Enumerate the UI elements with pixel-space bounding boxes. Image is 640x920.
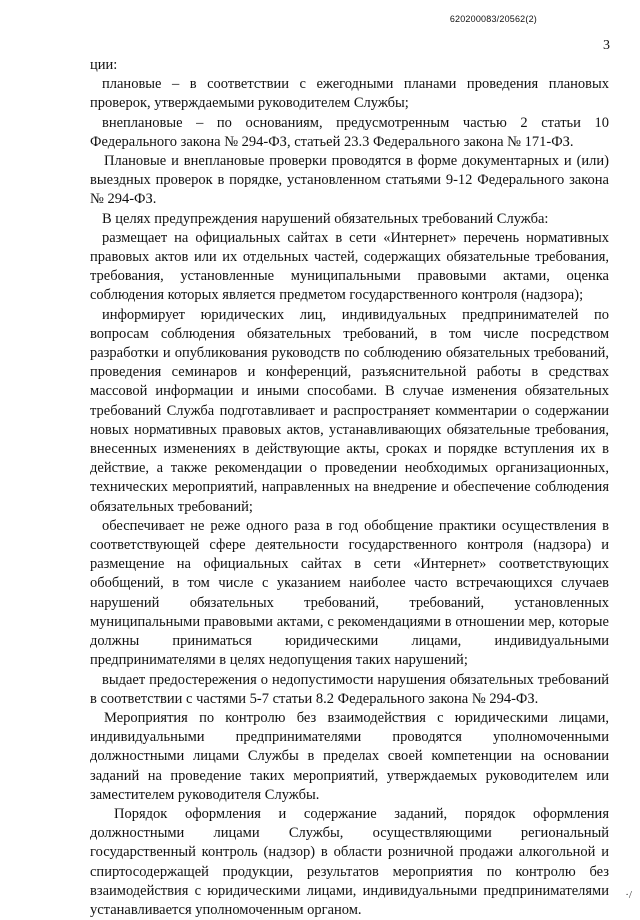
paragraph-planned: плановые – в соответствии с ежегодными планами проведения плановых проверок, утверждаемыми руководителем Службы; bbox=[90, 76, 609, 112]
document-body bbox=[90, 56, 609, 920]
paragraph-publishes-list: размещает на официальных сайтах в сети «Интернет» перечень нормативных правовых актов или их отдельных частей, содержащих обязательные требования, требования, установленные муниципальными правовыми актами, оценка соблюдения которых является предметом государственного контроля (надзора); bbox=[90, 229, 609, 304]
paragraph-inspection-form: Плановые и внеплановые проверки проводятся в форме документарных и (или) выездных проверок в порядке, установленном статьями 9-12 Федерального закона № 294-ФЗ. bbox=[90, 153, 609, 208]
paragraph-procedure: Порядок оформления и содержание заданий, порядок оформления должностными лицами Службы, осуществляющими региональный государственный контроль (надзор) в области розничной продажи алкогольной и спиртосодержащей продукции, результатов мероприятия по контролю без взаимодействия с юридическими лицами, индивидуальными предпринимателями устанавливается уполномоченным органом. bbox=[90, 805, 609, 918]
paragraph-continuation: ции: bbox=[90, 57, 118, 73]
document-id: 620200083/20562(2) bbox=[449, 14, 537, 24]
paragraph-warnings: выдает предостережения о недопустимости нарушения обязательных требований в соответствии с частями 5-7 статьи 8.2 Федерального закона № 294-ФЗ. bbox=[90, 671, 609, 707]
paragraph-generalization: обеспечивает не реже одного раза в год обобщение практики осуществления в соответствующей сфере деятельности государственного контроля (надзора) и размещение на официальных сайтах в сети «Интернет» соответствующих обобщений, в том числе с указанием наиболее часто встречающихся случаев нарушений обязательных требований, требований, установленных муниципальными правовыми актами, с рекомендациями в отношении мер, которые должны приниматься юридическими лицами, индивидуальными предпринимателями в целях недопущения таких нарушений; bbox=[90, 517, 609, 669]
page-number: 3 bbox=[603, 38, 610, 53]
paragraph-unplanned: внеплановые – по основаниям, предусмотренным частью 2 статьи 10 Федерального закона № 294-ФЗ, статьей 23.3 Федерального закона № 171-ФЗ. bbox=[90, 114, 609, 150]
paragraph-prevention-intro: В целях предупреждения нарушений обязательных требований Служба: bbox=[102, 210, 549, 227]
paragraph-control-measures: Мероприятия по контролю без взаимодействия с юридическими лицами, индивидуальными предпринимателями проводятся уполномоченными должностными лицами Службы в пределах своей компетенции на основании заданий на проведение таких мероприятий, утверждаемых руководителем или заместителем руководителя Службы. bbox=[90, 709, 609, 803]
scan-mark: ·/ bbox=[625, 889, 632, 901]
paragraph-informs: информирует юридических лиц, индивидуальных предпринимателей по вопросам соблюдения обязательных требований, в том числе посредством разработки и опубликования руководств по соблюдению обязательных требований, проведения семинаров и конференций, разъяснительной работы в средствах массовой информации и иными способами. В случае изменения обязательных требований Служба подготавливает и распространяет комментарии о содержании новых нормативных правовых актов, устанавливающих обязательные требования, внесенных изменениях в действующие акты, сроках и порядке вступления их в действие, а также рекомендации о проведении необходимых организационных, технических мероприятий, направленных на внедрение и обеспечение соблюдения обязательных требований; bbox=[90, 306, 609, 515]
